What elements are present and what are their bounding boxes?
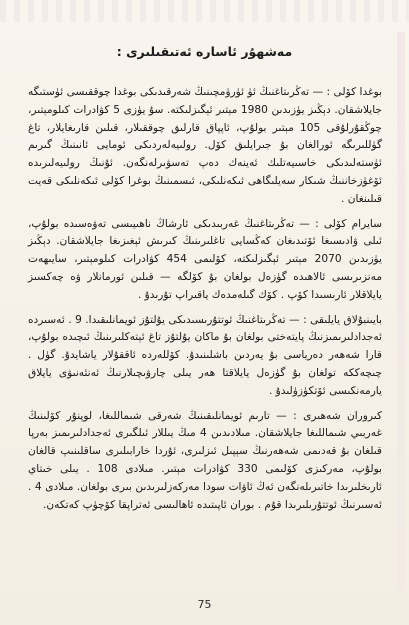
section-heading: مەشھۇر ئاسارە ئەتىقىلىرى : xyxy=(116,44,293,59)
paragraph-sayram-lake: سايرام كۆلى : — تەڭرىتاغنىڭ غەربىدىكى ئارشاڭ ناھىيىسى تەۋەسىدە بولۇپ، ئىلى ۋادىسىغا ئۆتىدىغان كەڭسايى تاغلىرىنىڭ كىرىش ئېغىزىغا جايلاشقان. دېڭىز يۈزىدىن 2070 مېتىر ئېگىزلىكتە، كۆلىمى 454 كۋادرات كىلومېتىر، سايىھەت مەنزىرىسى ئالاھىدە گۈزەل بولغان بۇ كۆلگە — قىلىن ئورمانلار ۋە چەكسىز يايلاقلار ئارىسىدا كۆپ . كۆك گىلەمدەك ياقىراپ تۇرىدۇ . xyxy=(28,217,382,301)
bleed-through-top xyxy=(0,0,409,22)
bleed-through-right xyxy=(397,32,405,592)
page-number: 75 xyxy=(197,598,212,611)
paragraph-kroran-city: كىروران شەھىرى : — تارىم ئويمانلىقىنىڭ شەرقى شىماللىغا، لوپنۇر كۆلىنىڭ غەربىي شىماللىغا جايلاشقان. مىلادىدىن 4 مىڭ يىللار ئىلگىرى ئەجدادلىرىمىز بەرپا قىلغان بۇ قەدىمى شەھەرنىڭ سېپىل ئىزلىرى، ئۇردا خارابىلىرى ساقلىنىپ قالغان بولۇپ، مەركىزى كۆلىمى 330 كۋادرات مېتىر. مىلادى 108 . يىلى خىتاي ئارىخلىرىدا خاتىرىلەنگەن ئەڭ ئاۋات سودا مەركەزلىرىدىن بىرى بولغان. مىلادى 4 . ئەسىرنىڭ ئوتتۇرىلىرىدا قۇم . بوران ئاپىتىدە ئاھالىسى ئەتراپقا كۆچۈپ كەتكەن. xyxy=(28,409,383,511)
paragraph-bogda-lake: بوغدا كۆلى : — تەڭرىتاغنىڭ ئۈ ئۈرۈمچىنىڭ شەرقىدىكى بوغدا چوققىسى ئۈستىگە جايلاشقان. دېڭىز يۈزىدىن 1980 مېتىر ئېگىزلىكتە. سۇ يۈزى 5 كۋادرات كىلومېتىر، چوڭقۇرلۇقى 105 مېتىر بولۇپ، ئاپپاق قارلىق چوققىلار، قىلىن قارىغايلار، تاغ گۈللىرىگە ئورالغان بۇ جىرايلىق كۆل. رولىيەلەردىكى ئومايى ئانىنىڭ گىرىم ئۈستەلىدىكى خاسىيەتلىك ئەينەك دەپ تەسۋىرلەنگەن. ئۇنىڭ رولىيەلىرىدە ئۆغۈزخاننىڭ شىكار سەيلىگاھى ئىكەنلىكى، ئىسمىنىڭ بوغرا كۆلى ئىكەنلىكى قەيت قىلىنغان . xyxy=(28,86,382,205)
body-text xyxy=(28,84,382,589)
paragraph-bayinbulaq-pasture: بايىنبۇلاق يايلىقى : — تەڭرىتاغنىڭ ئوتتۇرىسىدىكى يۇلتۇز ئويمانلىقىدا. 9 . ئەسىردە ئەجدادلىرىمىزنىڭ پايتەختى بولغان بۇ ماكان يۇلتۇز تاغ ئېتەكلىرىنىڭ ئىچىدە بولۇپ، قارا شەھەر دەرياسى بۇ يەردىن باشلىنىدۇ. كۆللەردە ئاققۇلار ياشايدۇ. گۈل . چىچەككە تولغان بۇ گۈزەل يايلاقتا ھەر يىلى چارۋىچىلارنىڭ ئەنئەنىۋى يايلاق يارمەنكىسى ئۆتكۈزۈلىدۇ . xyxy=(28,313,383,397)
